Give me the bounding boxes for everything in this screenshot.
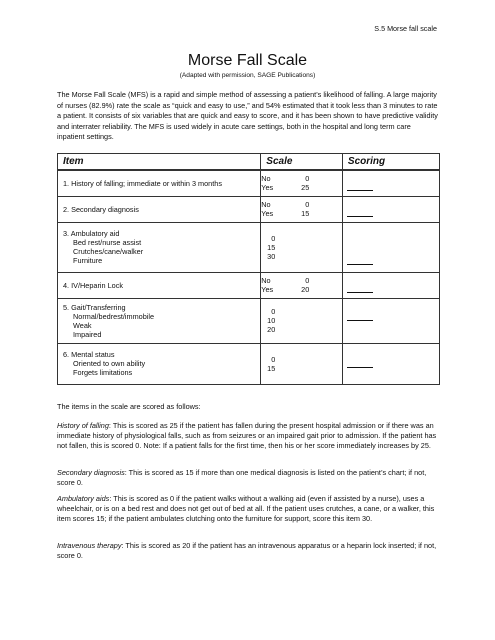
option-label: No <box>261 174 271 184</box>
explanation-term: Intravenous therapy <box>57 541 122 550</box>
scoring-cell <box>342 298 439 343</box>
scoring-blank-line[interactable] <box>347 320 373 321</box>
column-header-item: Item <box>58 154 261 171</box>
page-title: Morse Fall Scale <box>187 52 308 69</box>
option-label: Yes <box>261 183 274 193</box>
scoring-intro: The items in the scale are scored as follows: <box>57 402 201 411</box>
option-value: 0 <box>305 174 310 184</box>
item-label: 1. History of falling; immediate or within 3 months <box>58 170 261 196</box>
scale-cell <box>261 196 343 222</box>
table-row-ambulatory-aid <box>58 222 440 272</box>
scoring-blank-line[interactable] <box>347 216 373 217</box>
explanation-term: Ambulatory aids <box>57 494 110 503</box>
option-value: 20 <box>267 325 276 334</box>
table-header-row <box>58 154 440 171</box>
explanation-text: : This is scored as 15 if more than one medical diagnosis is listed on the patient’s chart; if not, score 0. <box>57 468 427 487</box>
subitem-label: Impaired <box>73 329 102 339</box>
table-row-iv-heparin-lock <box>58 272 440 298</box>
scoring-blank-line[interactable] <box>347 367 373 368</box>
option-value: 15 <box>267 242 276 252</box>
explanation-text: : This is scored as 0 if the patient walks without a walking aid (even if assisted by a nurse), uses a wheelchair, or is on a bed rest and does not get out of bed at all. If the patient uses crutches, a cane, or a walker, this item scores 15; if the patient ambulates clutching onto the furniture for support, score this item 30. <box>57 494 435 523</box>
explanation-term: Secondary diagnosis <box>57 468 125 477</box>
explanation-text: : This is scored as 25 if the patient has fallen during the present hospital admission or if there was an immediate history of physiological falls, such as from seizures or an impaired gait prior to admission. If the patient has not fallen, this is scored 0. Note: If a patient falls for the first time, then his or her score immediately increases by 25. <box>57 421 437 450</box>
subitem-label: Oriented to own ability <box>73 359 146 368</box>
scale-cell <box>261 222 343 272</box>
scale-cell <box>261 170 343 196</box>
subitem-label: Weak <box>73 320 92 330</box>
table-row-secondary-diagnosis <box>58 196 440 222</box>
option-value: 15 <box>267 363 276 373</box>
item-cell <box>58 298 261 343</box>
scoring-cell <box>342 222 439 272</box>
scoring-blank-line[interactable] <box>347 264 373 265</box>
explanation-secondary-diagnosis <box>57 468 440 488</box>
option-value: 0 <box>271 233 276 243</box>
table-row-mental-status <box>58 343 440 384</box>
scale-cell <box>261 343 343 384</box>
option-value: 0 <box>271 354 276 364</box>
option-label: Yes <box>261 285 274 294</box>
item-label: 4. IV/Heparin Lock <box>58 272 261 298</box>
explanation-history-of-falling <box>57 421 440 451</box>
option-value: 25 <box>301 183 310 193</box>
scoring-blank-line[interactable] <box>347 292 373 293</box>
intro-paragraph: The Morse Fall Scale (MFS) is a rapid and simple method of assessing a patient’s likelihood of falling. A large majority of nurses (82.9%) rate the scale as “quick and easy to use,” and 54% estimated that it took less than 3 minutes to rate a patient. It consists of six variables that are quick and easy to score, and it has been shown to have predictive validity and interrater reliability. The MFS is used widely in acute care settings, both in the hospital and long term care inpatient settings. <box>57 90 438 141</box>
option-value: 30 <box>267 251 276 261</box>
scoring-cell <box>342 196 439 222</box>
explanation-text: : This is scored as 20 if the patient has an intravenous apparatus or a heparin lock inserted; if not, score 0. <box>57 541 437 560</box>
option-value: 10 <box>267 316 276 325</box>
item-cell <box>58 343 261 384</box>
morse-fall-scale-table <box>57 153 440 385</box>
subitem-label: Normal/bedrest/immobile <box>73 311 155 321</box>
item-label: 3. Ambulatory aid <box>63 229 120 238</box>
option-label: No <box>261 276 271 285</box>
page-header-reference: S.5 Morse fall scale <box>374 24 437 33</box>
table-row-gait-transferring <box>58 298 440 343</box>
page-subtitle: (Adapted with permission, SAGE Publications) <box>179 72 316 79</box>
explanation-term: History of falling <box>57 421 109 430</box>
subitem-label: Forgets limitations <box>73 368 133 377</box>
scoring-cell <box>342 170 439 196</box>
scale-cell <box>261 272 343 298</box>
item-label: 2. Secondary diagnosis <box>58 196 261 222</box>
option-value: 0 <box>271 307 276 316</box>
table-row-history-of-falling <box>58 170 440 196</box>
scale-cell <box>261 298 343 343</box>
item-label: 5. Gait/Transferring <box>63 302 126 312</box>
column-header-scoring: Scoring <box>342 154 439 171</box>
item-label: 6. Mental status <box>63 350 115 359</box>
item-cell <box>58 222 261 272</box>
subitem-label: Furniture <box>73 256 103 265</box>
explanation-ambulatory-aids <box>57 494 440 524</box>
option-label: Yes <box>261 209 274 218</box>
scoring-blank-line[interactable] <box>347 190 373 191</box>
option-value: 0 <box>305 200 310 209</box>
column-header-scale: Scale <box>261 154 343 171</box>
explanation-intravenous-therapy <box>57 541 440 561</box>
scoring-cell <box>342 343 439 384</box>
subitem-label: Bed rest/nurse assist <box>73 238 142 247</box>
option-label: No <box>261 200 271 209</box>
option-value: 20 <box>301 285 310 294</box>
option-value: 15 <box>301 209 310 218</box>
scoring-cell <box>342 272 439 298</box>
option-value: 0 <box>305 276 310 285</box>
subitem-label: Crutches/cane/walker <box>73 247 144 256</box>
